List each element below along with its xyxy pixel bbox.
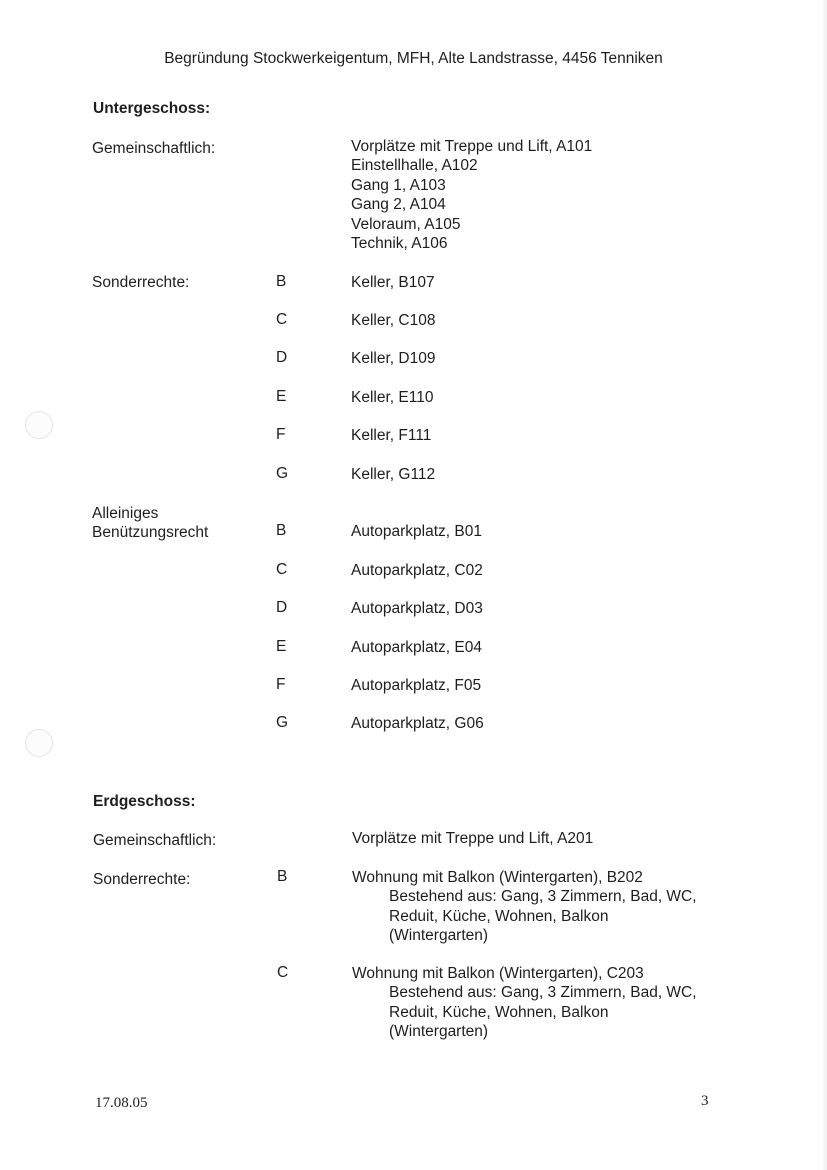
list-item: Gang 2, A104 — [351, 196, 446, 214]
wohnung-title: Wohnung mit Balkon (Wintergarten), B202 — [352, 869, 643, 886]
list-item: Technik, A106 — [351, 235, 448, 253]
parkplatz-item: Autoparkplatz, G06 — [351, 715, 484, 732]
unit-letter: B — [276, 522, 287, 539]
unit-letter: B — [277, 868, 288, 885]
sonderrecht-item: Keller, B107 — [351, 274, 435, 291]
list-item: Vorplätze mit Treppe und Lift, A101 — [351, 138, 593, 155]
unit-letter: E — [276, 388, 287, 405]
sonderrecht-item: Keller, D109 — [351, 350, 436, 367]
label-line: Alleiniges — [92, 505, 159, 522]
page-edge-shadow — [822, 0, 827, 1170]
sonderrecht-item: Keller, C108 — [351, 312, 436, 329]
section-title-erdgeschoss: Erdgeschoss: — [93, 793, 196, 810]
document-header: Begründung Stockwerkeigentum, MFH, Alte Landstrasse, 4456 Tenniken — [164, 50, 663, 67]
label-gemeinschaftlich-ug: Gemeinschaftlich: — [92, 140, 216, 157]
unit-letter: C — [276, 561, 288, 578]
wohnung-detail-line: (Wintergarten) — [389, 1023, 489, 1041]
wohnung-title: Wohnung mit Balkon (Wintergarten), C203 — [352, 965, 644, 982]
unit-letter: G — [276, 714, 289, 731]
unit-letter: G — [276, 465, 289, 482]
wohnung-item — [352, 964, 697, 1042]
wohnung-detail-line: Reduit, Küche, Wohnen, Balkon — [389, 907, 609, 925]
unit-letter: C — [276, 311, 288, 328]
wohnung-detail-line: (Wintergarten) — [389, 927, 489, 945]
unit-letter: D — [276, 599, 288, 616]
wohnung-detail-line: Bestehend aus: Gang, 3 Zimmern, Bad, WC, — [389, 888, 697, 906]
list-gemeinschaftlich-ug — [351, 137, 592, 253]
list-item: Veloraum, A105 — [351, 215, 461, 233]
wohnung-item — [352, 868, 697, 946]
footer-date: 17.08.05 — [95, 1095, 148, 1111]
label-benuetzungsrecht — [92, 504, 208, 542]
label-sonderrechte-eg: Sonderrechte: — [93, 871, 191, 888]
punch-hole-mark — [25, 411, 53, 439]
punch-hole-mark — [25, 729, 53, 757]
page-number: 3 — [701, 1093, 709, 1109]
sonderrecht-item: Keller, F111 — [351, 427, 432, 444]
unit-letter: D — [276, 349, 288, 366]
label-sonderrechte-ug: Sonderrechte: — [92, 274, 190, 291]
wohnung-detail-line: Reduit, Küche, Wohnen, Balkon — [389, 1003, 609, 1021]
list-item: Einstellhalle, A102 — [351, 157, 478, 175]
wohnung-detail-line: Bestehend aus: Gang, 3 Zimmern, Bad, WC, — [389, 984, 697, 1002]
parkplatz-item: Autoparkplatz, B01 — [351, 523, 482, 540]
section-title-untergeschoss: Untergeschoss: — [93, 100, 211, 117]
sonderrecht-item: Keller, E110 — [351, 389, 434, 406]
parkplatz-item: Autoparkplatz, C02 — [351, 562, 483, 579]
parkplatz-item: Autoparkplatz, E04 — [351, 639, 482, 656]
unit-letter: C — [277, 964, 289, 981]
parkplatz-item: Autoparkplatz, D03 — [351, 600, 483, 617]
unit-letter: F — [276, 676, 286, 693]
unit-letter: B — [276, 273, 287, 290]
label-gemeinschaftlich-eg: Gemeinschaftlich: — [93, 832, 217, 849]
list-item: Gang 1, A103 — [351, 176, 446, 194]
unit-letter: E — [276, 638, 287, 655]
sonderrecht-item: Keller, G112 — [351, 466, 436, 483]
label-line: Benützungsrecht — [92, 524, 209, 541]
unit-letter: F — [276, 426, 286, 443]
parkplatz-item: Autoparkplatz, F05 — [351, 677, 482, 694]
gemeinschaftlich-item-eg: Vorplätze mit Treppe und Lift, A201 — [352, 830, 594, 847]
